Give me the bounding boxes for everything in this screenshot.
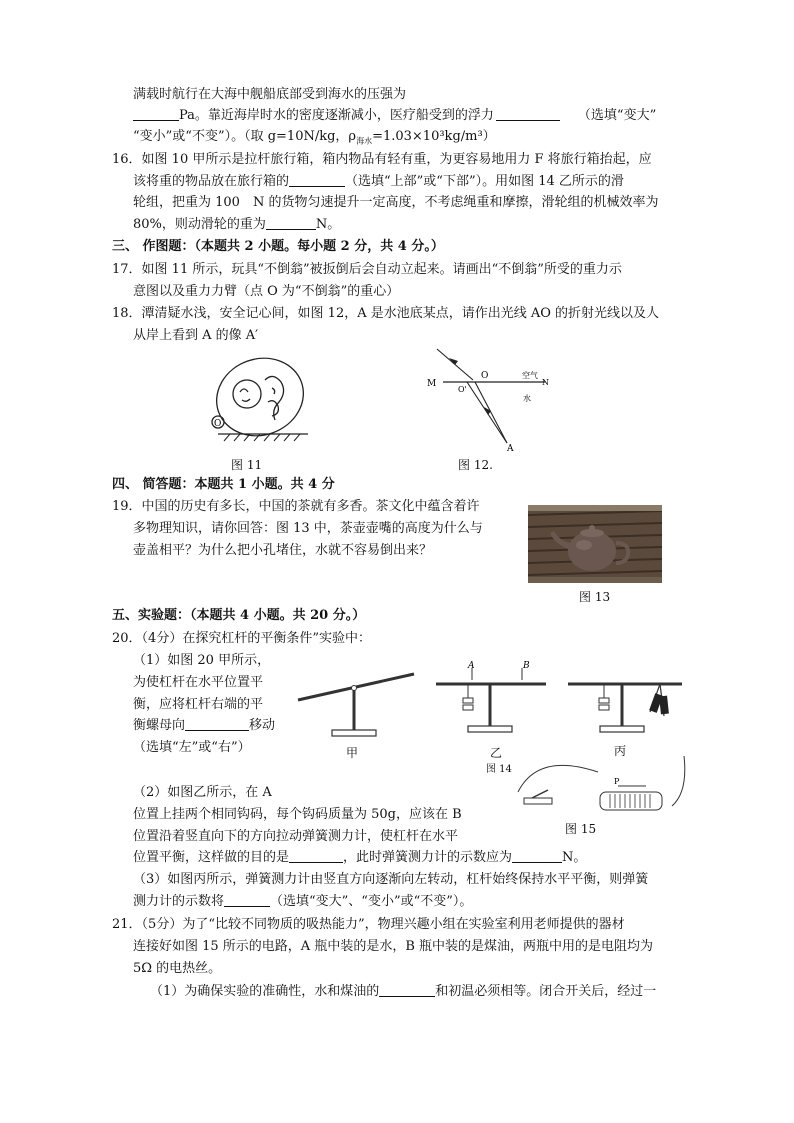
section-5-heading: 五、实验题：（本题共 4 小题。共 20 分。） [112,608,366,623]
answer-blank[interactable] [185,717,249,731]
fig12-label-m: M [427,379,437,389]
figure-12-refraction [425,345,555,455]
figure-13-teapot-photo [528,505,662,583]
figure-14-caption: 图 14 [486,764,512,775]
answer-blank[interactable] [289,849,343,863]
q17-line1: 17．如图 11 所示，玩具“不倒翁”被扳倒后会自动立起来。请画出“不倒翁”所受的重力示 [112,262,622,277]
q18-line1: 18．潭清疑水浅，安全记心间，如图 12，A 是水池底某点，请作出光线 AO 的折射光线以及人 [112,306,660,321]
section-3-heading: 三、 作图题：（本题共 2 小题。每小题 2 分，共 4 分。） [112,239,444,254]
fig12-label-a: A [507,444,514,454]
figure-13-caption: 图 13 [579,590,611,604]
q20-p2-line2: 位置上挂两个相同钩码，每个钩码质量为 50g，应该在 B [133,807,462,822]
fig12-label-water: 水 [523,394,531,403]
figure-15-caption: 图 15 [565,822,597,836]
q16-line2: 该将重的物品放在旅行箱的 （选填“上部”或“下部”）。用如图 14 乙所示的滑 [133,174,624,189]
figure-11-caption: 图 11 [231,458,263,472]
q20-p2-line4: 位置平衡，这样做的目的是 ，此时弹簧测力计的示数应为 N。 [133,850,587,865]
figure-11-tumbler [210,352,310,447]
figure-14-lever-jia [292,660,418,740]
fig12-label-o: O [481,371,489,381]
answer-blank[interactable] [512,849,562,863]
fig12-label-n: N [542,378,549,387]
q16-line4: 80%，则动滑轮的重为 N。 [133,217,341,232]
figure-14-label-jia: 甲 [346,746,359,760]
answer-blank[interactable] [496,107,560,121]
answer-blank[interactable] [379,983,435,997]
q20-p1-line1: （1）如图 20 甲所示， [133,653,271,668]
q20-p1-line2: 为使杠杆在水平位置平 [133,675,264,690]
q15-line3: “变小”或“不变”）。（取 g=10N/kg，$\rho_{海水}=1.03\times 10^3kg/m^3$） [133,129,496,146]
q17-line2: 意图以及重力力臂（点 O 为“不倒翁”的重心） [133,284,400,299]
answer-blank[interactable] [289,173,345,187]
figure-14-lever-bing [564,660,686,740]
q21-line1: 21．（5分）为了“比较不同物质的吸热能力”，物理兴趣小组在实验室利用老师提供的器材 [112,917,625,932]
q20-p2-line1: （2）如图乙所示，在 A [133,785,272,800]
section-4-heading: 四、 简答题：本题共 1 小题。共 4 分 [112,477,335,492]
q20-p2-line3: 位置沿着竖直向下的方向拉动弹簧测力计，使杠杆在水平 [133,829,459,844]
q15-line2: Pa。靠近海岸时水的密度逐渐减小，医疗船受到的浮力 （选填“变大” [133,107,656,125]
fig11-point-o: O [214,419,222,429]
figure-14-label-yi: 乙 [490,746,503,760]
answer-blank[interactable] [266,216,316,230]
q19-line2: 多物理知识，请你回答：图 13 中，茶壶壶嘴的高度为什么与 [133,521,483,536]
q15-line1: 满载时航行在大海中舰船底部受到海水的压强为 [133,87,407,102]
q16-line3: 轮组，把重为 100 N 的货物匀速提升一定高度，不考虑绳重和摩擦，滑轮组的机械效率为 [133,195,659,210]
fig14-label-b: B [523,661,530,671]
figure-15-circuit [514,756,692,818]
fig12-label-air: 空气 [522,371,538,380]
fig14-label-a: A [468,661,475,671]
q20-p1-line3: 衡，应将杠杆右端的平 [133,697,264,712]
answer-blank[interactable] [224,893,270,907]
figure-12-caption: 图 12. [458,458,493,472]
q16-line1: 16．如图 10 甲所示是拉杆旅行箱，箱内物品有轻有重，为更容易地用力 F 将旅行箱抬起，应 [112,152,652,167]
answer-blank[interactable] [133,107,179,121]
q21-p1-line1: （1）为确保实验的准确性，水和煤油的 和初温必须相等。闭合开关后，经过一 [150,984,657,999]
q20-p1-line5: （选填“左”或“右”） [133,740,251,755]
q20-heading: 20．（4分）在探究杠杆的平衡条件”实验中： [112,631,371,646]
q21-line3: 5Ω 的电热丝。 [133,961,222,976]
q18-line2: 从岸上看到 A 的像 A′ [133,328,259,343]
q20-p3-line2: 测力计的示数将 （选填“变大”、“变小”或“不变”）。 [133,894,473,909]
figure-14-lever-yi [432,660,550,740]
q19-line1: 19．中国的历史有多长，中国的茶就有多香。茶文化中蕴含着许 [112,499,480,514]
figure-14-label-bing: 丙 [614,744,627,758]
q21-line2: 连接好如图 15 所示的电路，A 瓶中装的是水，B 瓶中装的是煤油，两瓶中用的是电阻均为 [133,939,654,954]
fig15-label-p: P [614,777,620,786]
q20-p1-line4: 衡螺母向 移动 [133,718,276,733]
q19-line3: 壶盖相平？为什么把小孔堵住，水就不容易倒出来？ [133,543,433,558]
q20-p3-line1: （3）如图丙所示，弹簧测力计由竖直方向逐渐向左转动，杠杆始终保持水平平衡，则弹簧 [133,872,649,887]
fig12-label-o-prime: O' [458,385,467,394]
